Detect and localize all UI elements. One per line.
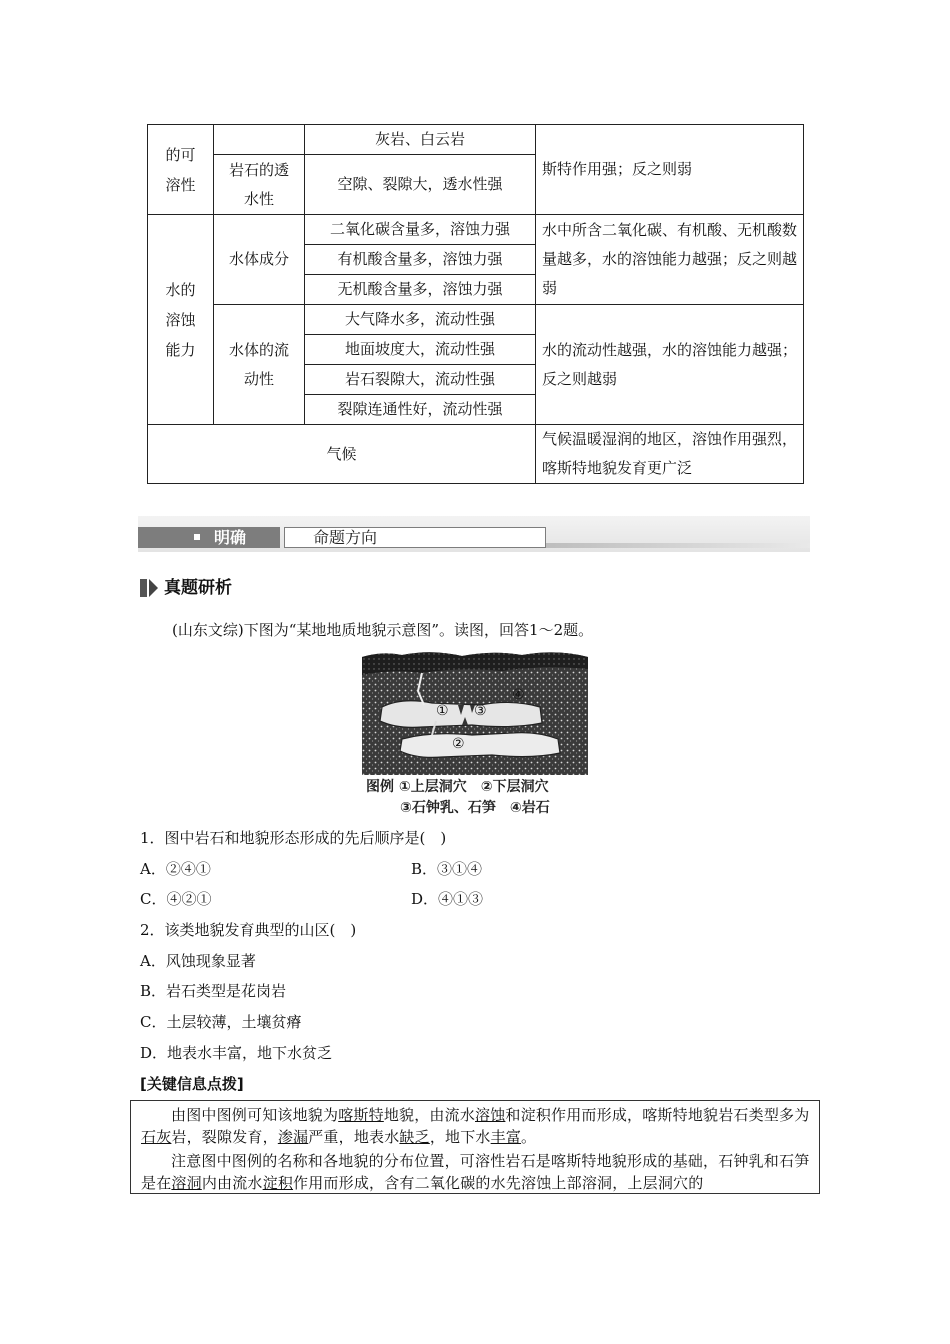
cell-composition-effect: 水中所含二氧化碳、有机酸、无机酸数量越多，水的溶蚀能力越强；反之则越弱 (536, 215, 804, 305)
karst-diagram (362, 647, 588, 775)
triangle-icon (149, 579, 158, 597)
cell-climate: 气候 (148, 425, 536, 484)
marker-3: ③ (474, 703, 487, 719)
cell-water-dissolving: 水的溶蚀能力 (148, 215, 214, 425)
cell-flow: 水体的流动性 (214, 305, 305, 425)
cell-composition-item: 无机酸含量多，溶蚀力强 (305, 275, 536, 305)
q1-option-d: D．④①③ (411, 890, 484, 908)
q1-stem: 1．图中岩石和地貌形态形成的先后顺序是( ) (140, 829, 447, 847)
cell-gap: 空隙、裂隙大，透水性强 (305, 155, 536, 215)
banner-right-label: 命题方向 (313, 528, 378, 547)
banner-left-label: 明确 (214, 528, 247, 547)
hint-box (130, 1100, 820, 1194)
cell-composition-item: 二氧化碳含量多，溶蚀力强 (305, 215, 536, 245)
cell-flow-item: 裂隙连通性好，流动性强 (305, 395, 536, 425)
marker-2: ② (452, 736, 465, 752)
banner-left (138, 527, 280, 548)
q2-option-a: A．风蚀现象显著 (140, 952, 256, 970)
figure-legend-2: ③石钟乳、石笋 ④岩石 (400, 800, 550, 816)
cell-flow-item: 岩石裂隙大，流动性强 (305, 365, 536, 395)
section-banner (138, 506, 810, 554)
geology-figure (362, 647, 588, 775)
q2-option-d: D．地表水丰富，地下水贫乏 (140, 1044, 333, 1062)
q1-option-c: C．④②① (140, 890, 212, 908)
factors-table (147, 124, 804, 484)
cell-permeability: 岩石的透水性 (214, 155, 305, 215)
marker-4: ④ (512, 687, 525, 703)
q2-option-c: C．土层较薄，土壤贫瘠 (140, 1013, 302, 1031)
q1-option-b: B．③①④ (411, 860, 483, 878)
hint-paragraph-1: 由图中图例可知该地貌为喀斯特地貌，由流水溶蚀和淀积作用而形成，喀斯特地貌岩石类型多为石灰岩，裂隙发育，渗漏严重，地表水缺乏，地下水丰富。 (141, 1106, 810, 1146)
cell-flow-effect: 水的流动性越强，水的溶蚀能力越强；反之则越弱 (536, 305, 804, 425)
q2-stem: 2．该类地貌发育典型的山区( ) (140, 921, 357, 939)
cell-rock-effect: 斯特作用强；反之则弱 (536, 125, 804, 215)
cell-rock-solubility: 的可溶性 (148, 125, 214, 215)
bar-icon (140, 579, 147, 597)
q2-option-b: B．岩石类型是花岗岩 (140, 982, 287, 1000)
cell-composition: 水体成分 (214, 215, 305, 305)
intro-text: (山东文综)下图为“某地地质地貌示意图”。读图，回答1～2题。 (172, 621, 594, 639)
cell-rock-types: 灰岩、白云岩 (305, 125, 536, 155)
figure-legend-1: 图例 ①上层洞穴 ②下层洞穴 (366, 779, 549, 795)
cell-climate-effect: 气候温暖湿润的地区，溶蚀作用强烈，喀斯特地貌发育更广泛 (536, 425, 804, 484)
subheading-text: 真题研析 (164, 578, 232, 598)
banner-right (284, 527, 546, 548)
cell-flow-item: 大气降水多，流动性强 (305, 305, 536, 335)
square-icon (194, 534, 200, 540)
cell-flow-item: 地面坡度大，流动性强 (305, 335, 536, 365)
marker-1: ① (436, 703, 449, 719)
q1-option-a: A．②④① (140, 860, 211, 878)
hint-title: [关键信息点拨] (140, 1075, 244, 1093)
hint-paragraph-2: 注意图中图例的名称和各地貌的分布位置，可溶性岩石是喀斯特地貌形成的基础，石钟乳和石笋是在溶洞内由流水淀积作用而形成，含有二氧化碳的水先溶蚀上部溶洞，上层洞穴的 (141, 1152, 810, 1192)
cell-empty (214, 125, 305, 155)
cell-composition-item: 有机酸含量多，溶蚀力强 (305, 245, 536, 275)
